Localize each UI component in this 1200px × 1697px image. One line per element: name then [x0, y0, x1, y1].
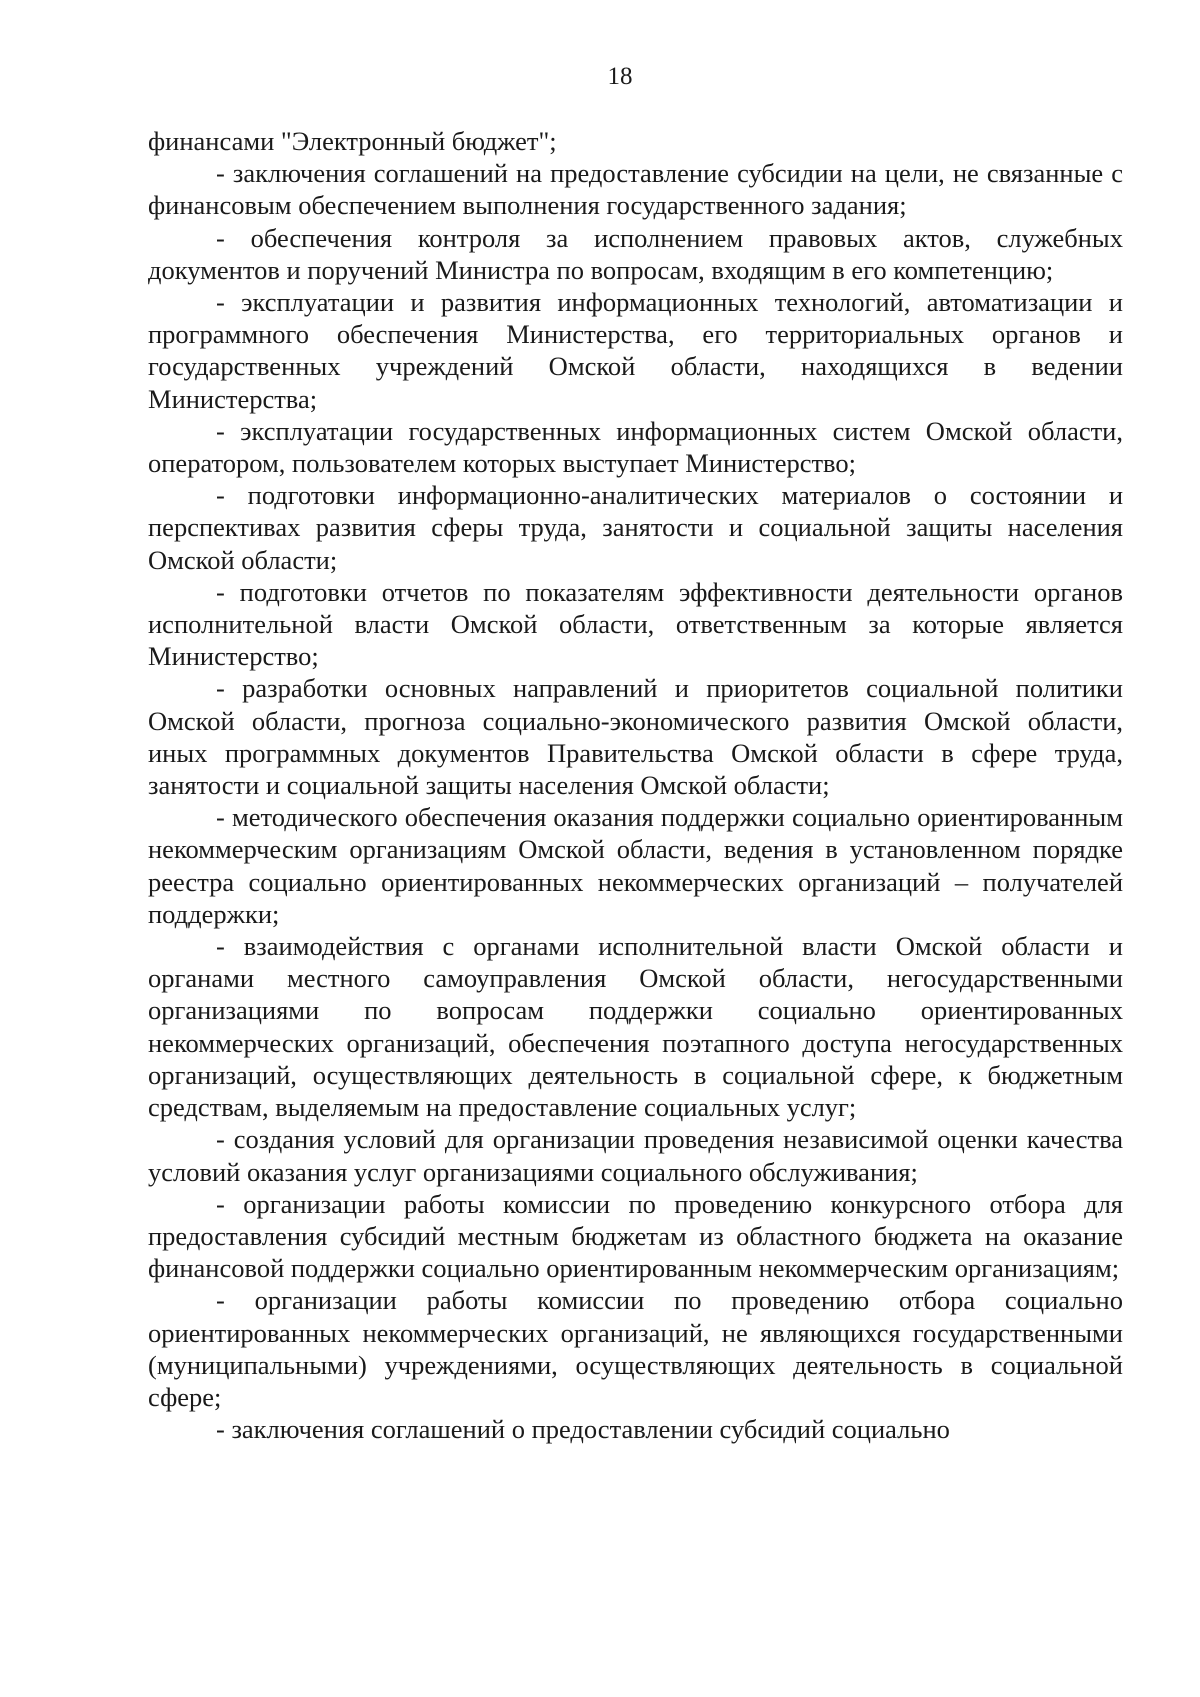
list-item: - организации работы комиссии по проведению отбора социально ориентированных некоммерческих организаций, не являющихся государственными (муниципальными) учреждениями, осуществляющих деятельность в социальной сфере; [148, 1285, 1123, 1412]
paragraph-continuation: финансами "Электронный бюджет"; [148, 126, 557, 156]
list-item: - заключения соглашений о предоставлении субсидий социально [216, 1414, 950, 1445]
list-item: - обеспечения контроля за исполнением правовых актов, служебных документов и поручений Министра по вопросам, входящим в его компетенцию; [148, 222, 1123, 285]
list-item: - подготовки отчетов по показателям эффективности деятельности органов исполнительной власти Омской области, ответственным за которые является Министерство; [148, 576, 1123, 672]
list-item: - создания условий для организации проведения независимой оценки качества условий оказания услуг организациями социального обслуживания; [148, 1124, 1123, 1187]
list-item: - организации работы комиссии по проведению конкурсного отбора для предоставления субсидий местным бюджетам из областного бюджета на оказание финансовой поддержки социально ориентированным некоммерческим организациям; [148, 1188, 1123, 1284]
list-item: - эксплуатации государственных информационных систем Омской области, оператором, пользователем которых выступает Министерство; [148, 415, 1123, 479]
list-item: - разработки основных направлений и приоритетов социальной политики Омской области, прогноза социально-экономического развития Омской области, иных программных документов Правительства Омской области в сфере труда, занятости и социальной защиты населения Омской области; [148, 673, 1123, 801]
list-item: - взаимодействия с органами исполнительной власти Омской области и органами местного самоуправления Омской области, негосударственными организациями по вопросам поддержки социально ориентированных некоммерческих организаций, обеспечения поэтапного доступа негосударственных организаций, осуществляющих деятельность в социальной сфере, к бюджетным средствам, выделяемым на предоставление социальных услуг; [148, 931, 1123, 1123]
document-body [148, 125, 1123, 1445]
page-number: 18 [607, 63, 633, 90]
list-item: - эксплуатации и развития информационных технологий, автоматизации и программного обеспечения Министерства, его территориальных органов и государственных учреждений Омской области, находящихся в ведении Министерства; [148, 287, 1123, 414]
list-item: - подготовки информационно-аналитических материалов о состоянии и перспективах развития сферы труда, занятости и социальной защиты населения Омской области; [148, 480, 1123, 575]
list-item: - методического обеспечения оказания поддержки социально ориентированным некоммерческим организациям Омской области, ведения в установленном порядке реестра социально ориентированных некоммерческих организаций – получателей поддержки; [148, 802, 1123, 929]
list-item: - заключения соглашений на предоставление субсидии на цели, не связанные с финансовым обеспечением выполнения государственного задания; [148, 158, 1123, 221]
